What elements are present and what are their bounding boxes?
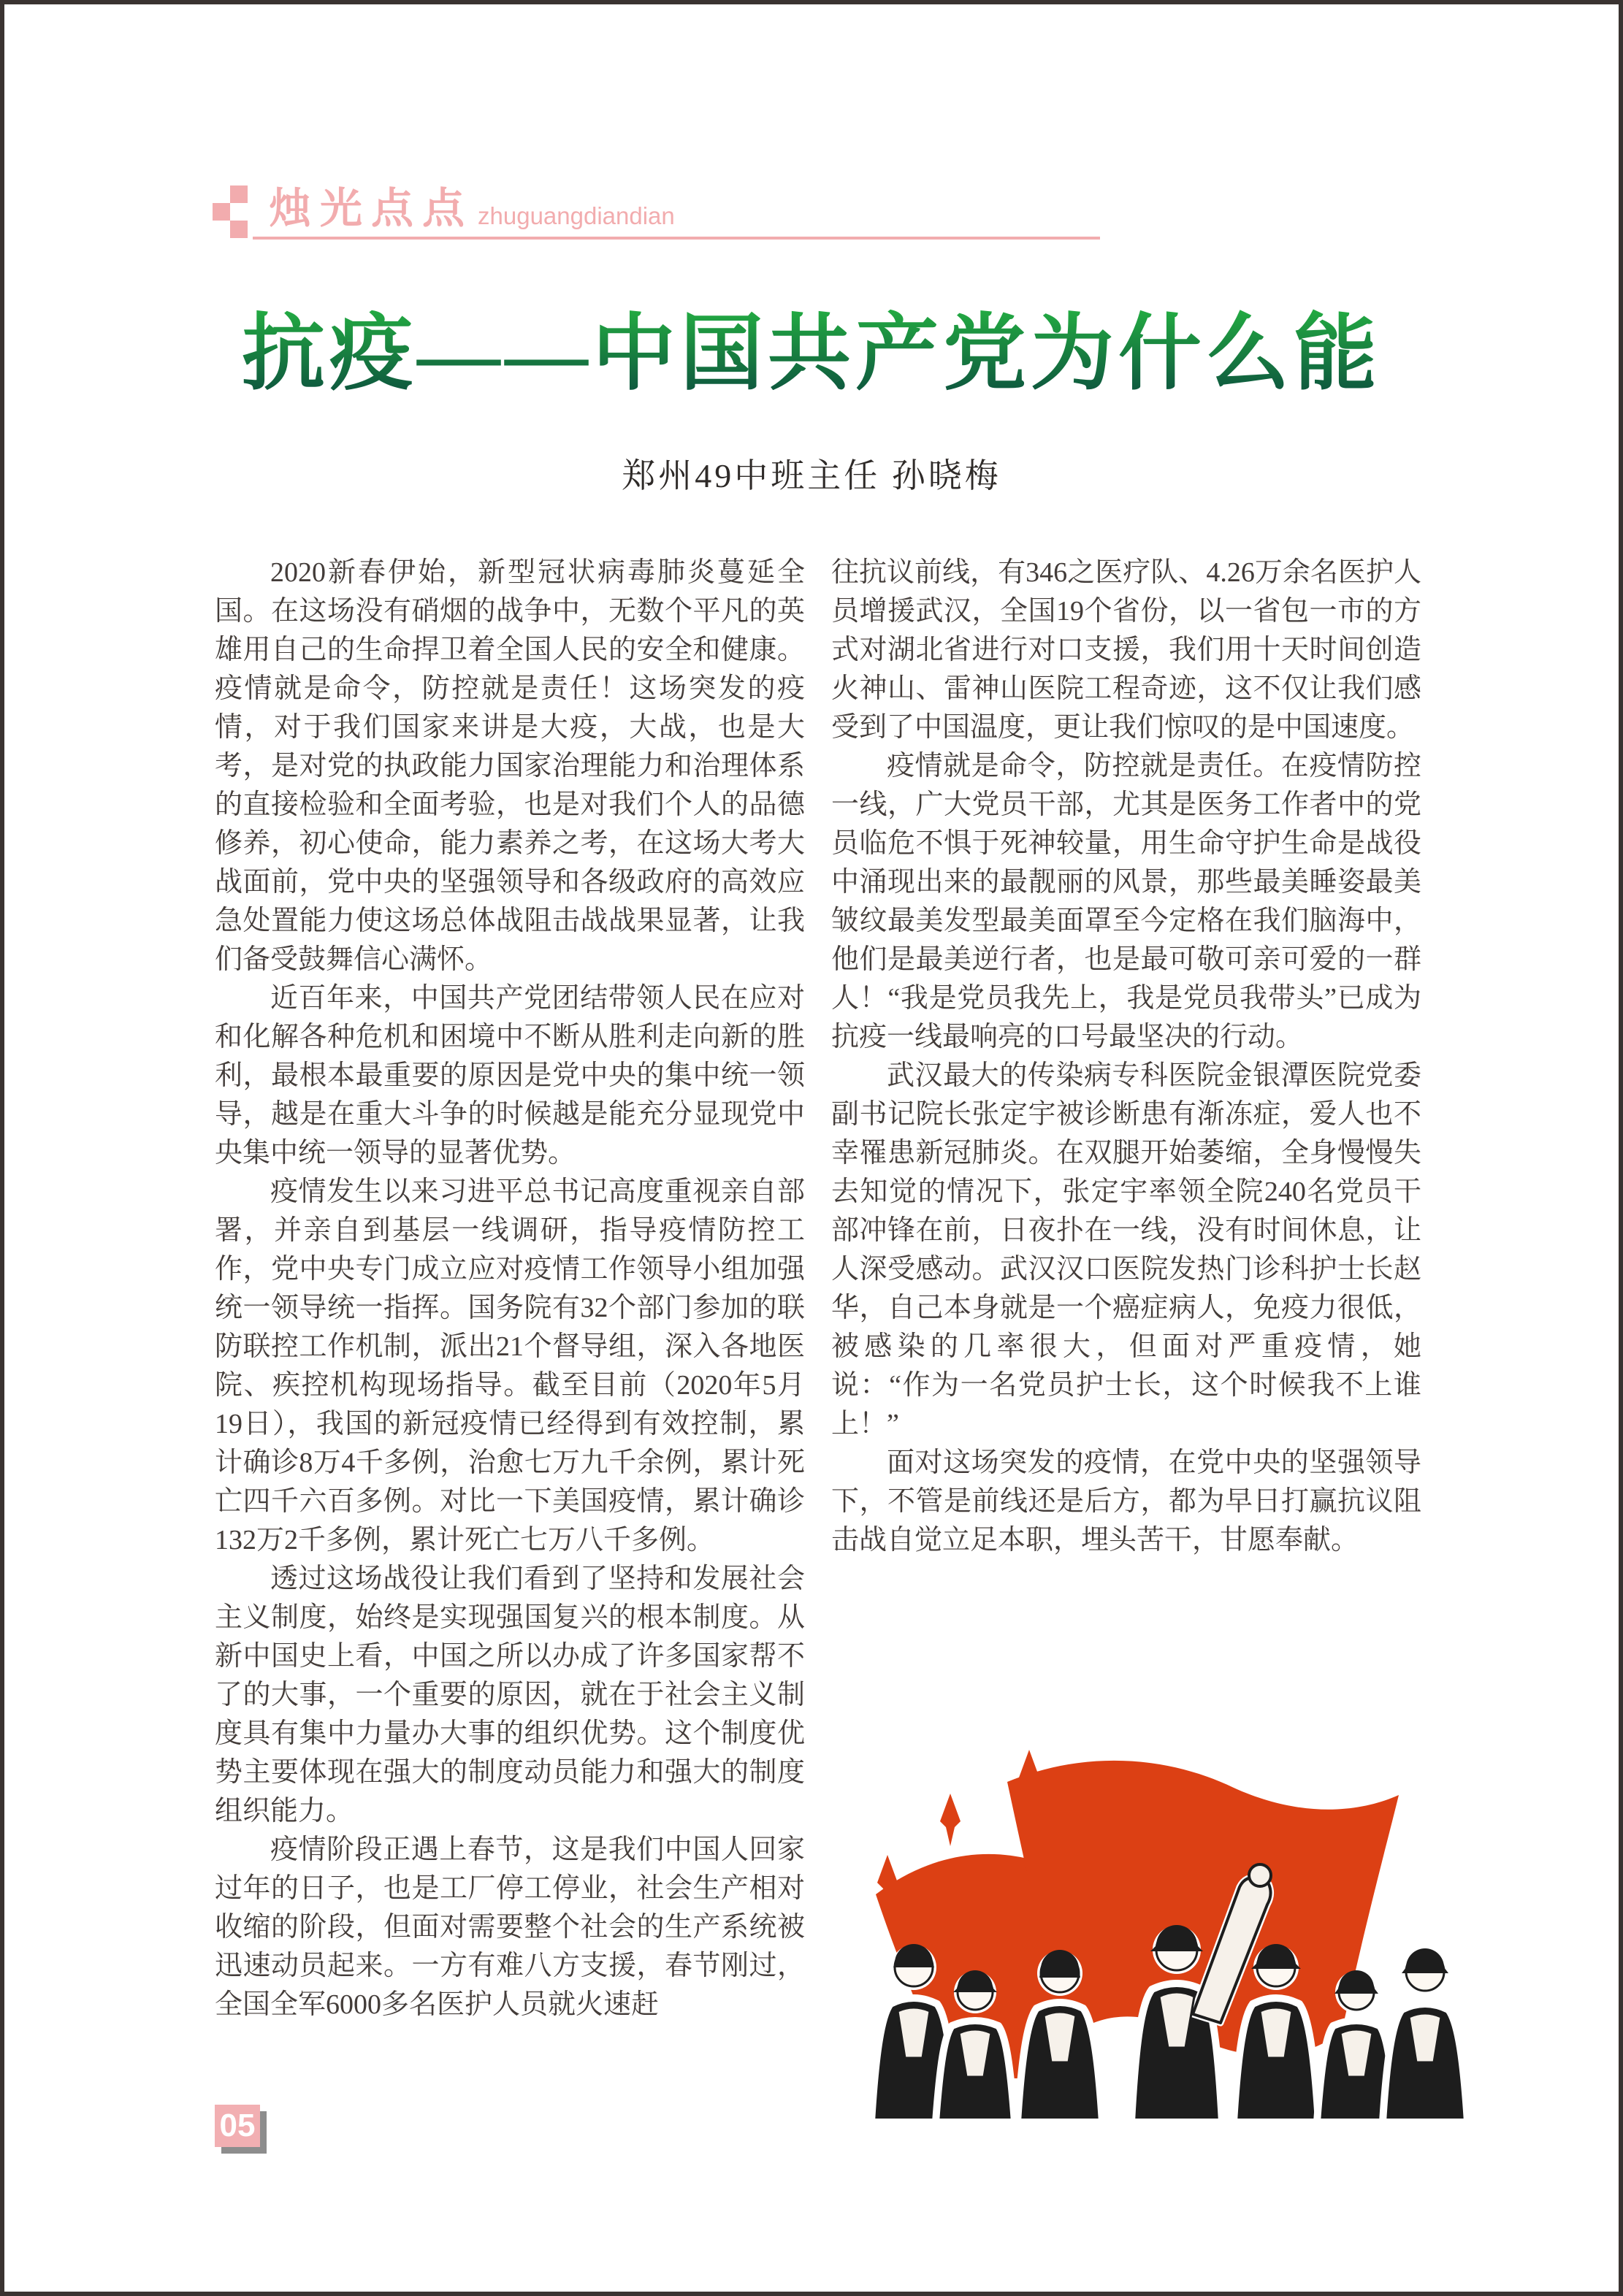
- propaganda-illustration: [833, 1721, 1480, 2122]
- flags-and-workers-image: [833, 1721, 1480, 2122]
- checker-logo-icon: [213, 185, 248, 238]
- paragraph: 疫情发生以来习进平总书记高度重视亲自部署，并亲自到基层一线调研，指导疫情防控工作，党中央专门成立应对疫情工作领导小组加强统一领导统一指挥。国务院有32个部门参加的联防联控工作机制，派出21个督导组，深入各地医院、疾控机构现场指导。截至目前（2020年5月19日），我国的新冠疫情已经得到有效控制，累计确诊8万4千多例，治愈七万九千余例，累计死亡四千六百多例。对比一下美国疫情，累计确诊132万2千多例，累计死亡七万八千多例。: [215, 1176, 805, 1555]
- section-title: 烛光点点: [269, 185, 474, 232]
- article-byline: 郑州49中班主任 孙晓梅: [622, 457, 1001, 494]
- page-number: [215, 2105, 267, 2154]
- paragraph: 近百年来，中国共产党团结带领人民在应对和化解各种危机和困境中不断从胜利走向新的胜利，最根本最重要的原因是党中央的集中统一领导，越是在重大斗争的时候越是能充分显现党中央集中统一领导的显著优势。: [215, 983, 805, 1168]
- paragraph: 2020新春伊始，新型冠状病毒肺炎蔓延全国。在这场没有硝烟的战争中，无数个平凡的英雄用自己的生命捍卫着全国人民的安全和健康。疫情就是命令，防控就是责任！这场突发的疫情，对于我们国家来讲是大疫，大战，也是大考，是对党的执政能力国家治理能力和治理体系的直接检验和全面考验，也是对我们个人的品德修养，初心使命，能力素养之考，在这场大考大战面前，党中央的坚强领导和各级政府的高效应急处置能力使这场总体战阻击战战果显著，让我们备受鼓舞信心满怀。: [215, 557, 805, 975]
- logo-square: [230, 221, 248, 238]
- text-column-right: [831, 554, 1421, 1560]
- paragraph: 面对这场突发的疫情，在党中央的坚强领导下，不管是前线还是后方，都为早日打赢抗议阻击战自觉立足本职，埋头苦干，甘愿奉献。: [831, 1447, 1421, 1555]
- paragraph: 透过这场战役让我们看到了坚持和发展社会主义制度，始终是实现强国复兴的根本制度。从新中国史上看，中国之所以办成了许多国家帮不了的大事，一个重要的原因，就在于社会主义制度具有集中力量办大事的组织优势。这个制度优势主要体现在强大的制度动员能力和强大的制度组织能力。: [215, 1564, 805, 1826]
- article-title: 抗疫——中国共产党为什么能: [4, 299, 1619, 409]
- text-column-left: [215, 554, 805, 2024]
- section-header: [269, 185, 675, 232]
- page-number-badge: 05: [215, 2105, 260, 2147]
- logo-square: [230, 185, 248, 203]
- paragraph: 疫情就是命令，防控就是责任。在疫情防控一线，广大党员干部，尤其是医务工作者中的党员临危不惧于死神较量，用生命守护生命是战役中涌现出来的最靓丽的风景，那些最美睡姿最美皱纹最美发型最美面罩至今定格在我们脑海中，他们是最美逆行者，也是最可敬可亲可爱的一群人！“我是党员我先上，我是党员我带头”已成为抗疫一线最响亮的口号最坚决的行动。: [831, 751, 1421, 1052]
- header-rule: [253, 237, 1100, 240]
- section-title-pinyin: zhuguangdiandian: [478, 202, 675, 229]
- logo-square: [213, 203, 230, 221]
- paragraph: 疫情阶段正遇上春节，这是我们中国人回家过年的日子，也是工厂停工停业，社会生产相对收缩的阶段，但面对需要整个社会的生产系统被迅速动员起来。一方有难八方支援，春节刚过，全国全军6000多名医护人员就火速赶: [215, 1834, 805, 2020]
- paragraph: 武汉最大的传染病专科医院金银潭医院党委副书记院长张定宇被诊断患有渐冻症，爱人也不幸罹患新冠肺炎。在双腿开始萎缩，全身慢慢失去知觉的情况下，张定宇率领全院240名党员干部冲锋在前，日夜扑在一线，没有时间休息，让人深受感动。武汉汉口医院发热门诊科护士长赵华，自己本身就是一个癌症病人，免疫力很低，被感染的几率很大，但面对严重疫情，她说：“作为一名党员护士长，这个时候我不上谁上！”: [831, 1060, 1421, 1439]
- paragraph: 往抗议前线，有346之医疗队、4.26万余名医护人员增援武汉，全国19个省份，以一省包一市的方式对湖北省进行对口支援，我们用十天时间创造火神山、雷神山医院工程奇迹，这不仅让我们感受到了中国温度，更让我们惊叹的是中国速度。: [831, 557, 1421, 743]
